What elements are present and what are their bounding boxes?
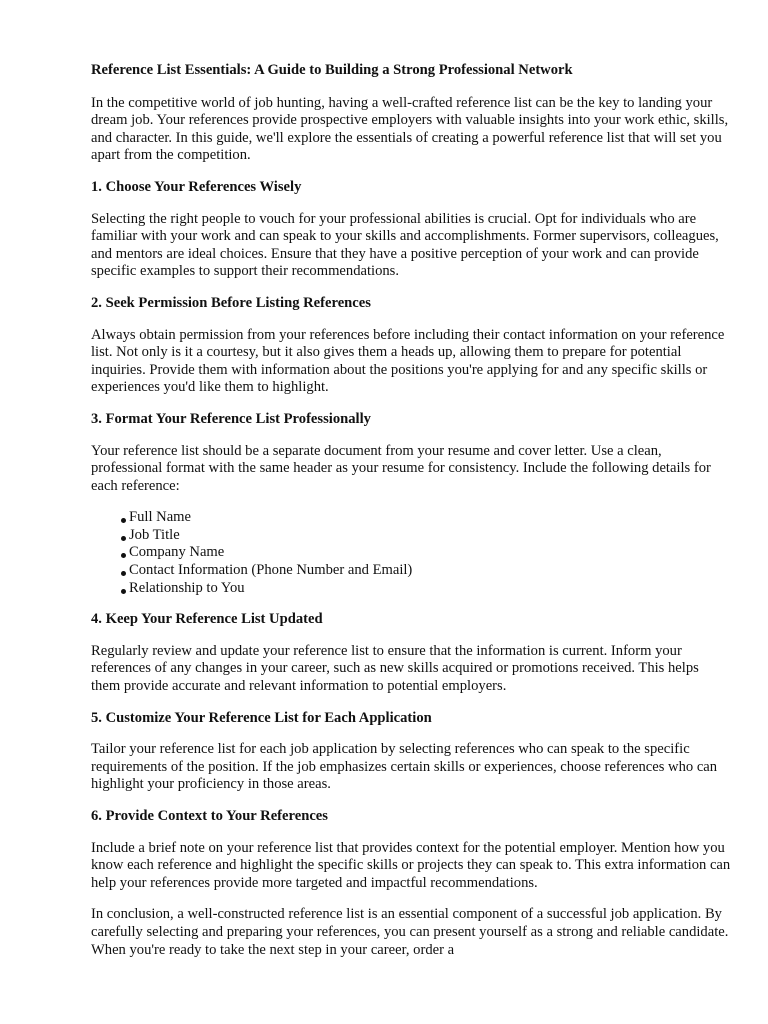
section-body-4: Regularly review and update your reference list to ensure that the information is current. Inform your references of any changes in your career, such as new skills acquired or promotions received. This helps them provide accurate and relevant information to potential employers. — [91, 642, 699, 695]
section-heading-4: 4. Keep Your Reference List Updated — [91, 611, 323, 628]
reference-details-list — [91, 509, 731, 597]
intro-paragraph: In the competitive world of job hunting, having a well-crafted reference list can be the key to landing your dream job. Your references provide prospective employers with valuable insights into your work ethic, skills, and character. In this guide, we'll explore the essentials of creating a powerful reference list that will set you apart from the competition. — [91, 94, 729, 164]
section-heading-1: 1. Choose Your References Wisely — [91, 178, 302, 195]
list-item: Full Name — [129, 509, 731, 527]
section-heading-2: 2. Seek Permission Before Listing References — [91, 294, 371, 311]
section-body-3: Your reference list should be a separate document from your resume and cover letter. Use a clean, professional format with the same header as your resume for consistency. Include the following details for each reference: — [91, 442, 711, 494]
conclusion-paragraph: In conclusion, a well-constructed reference list is an essential component of a successful job application. By carefully selecting and preparing your references, you can present yourself as a strong and reliable candidate. When you're ready to take the next step in your career, order a — [91, 906, 729, 958]
section-body-6: Include a brief note on your reference list that provides context for the potential employer. Mention how you know each reference and highlight the specific skills or projects they can speak to. This extra information can help your references provide more targeted and impactful recommendations. — [91, 839, 731, 891]
section-body-5: Tailor your reference list for each job application by selecting references who can speak to the specific requirements of the position. If the job emphasizes certain skills or experiences, choose references who can highlight your proficiency in those areas. — [91, 741, 718, 793]
document-title: Reference List Essentials: A Guide to Building a Strong Professional Network — [91, 62, 573, 78]
section-heading-3: 3. Format Your Reference List Professionally — [91, 410, 371, 427]
list-item: Job Title — [129, 527, 731, 545]
list-item: Company Name — [129, 544, 731, 562]
section-body-2: Always obtain permission from your references before including their contact information on your reference list. Not only is it a courtesy, but it also gives them a heads up, allowing them to prepare for potential inquiries. Provide them with information about the positions you're applying for and any specific skills or experiences you'd like them to highlight. — [91, 326, 725, 396]
section-heading-5: 5. Customize Your Reference List for Each Application — [91, 709, 432, 726]
section-body-1: Selecting the right people to vouch for your professional abilities is crucial. Opt for individuals who are familiar with your work and can speak to your skills and accomplishments. Former supervisors, colleagues, and mentors are ideal choices. Ensure that they have a positive perception of your work and can provide specific examples to support their recommendations. — [91, 210, 719, 280]
section-heading-6: 6. Provide Context to Your References — [91, 808, 328, 824]
document-page — [91, 62, 731, 959]
list-item: Contact Information (Phone Number and Email) — [129, 562, 731, 580]
list-item: Relationship to You — [129, 580, 731, 598]
